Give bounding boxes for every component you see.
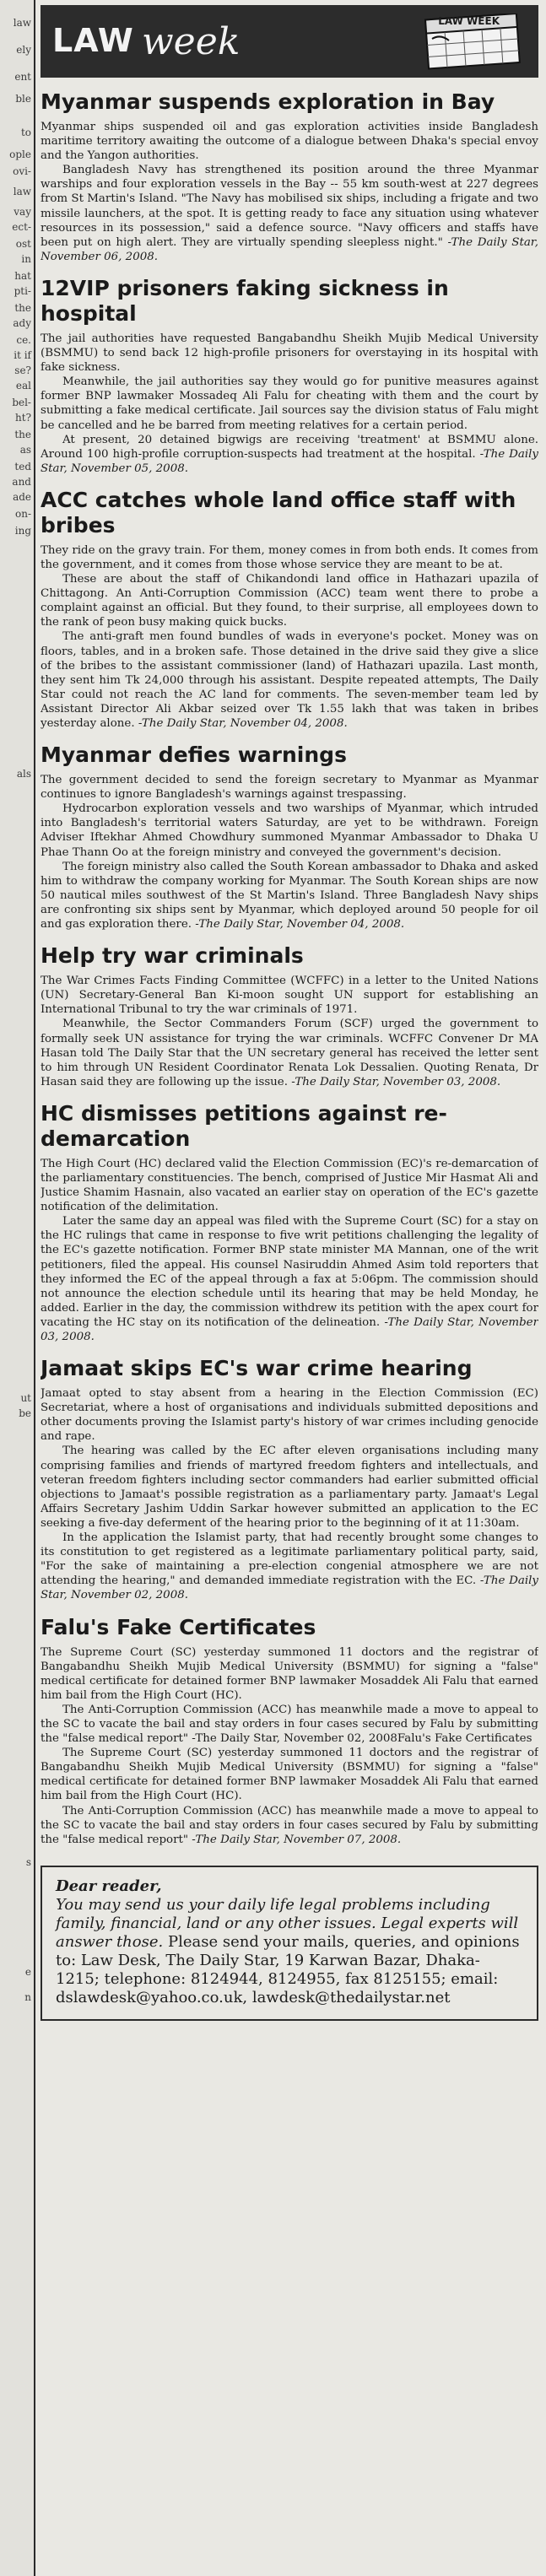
- article-paragraph: [41, 860, 538, 932]
- paragraph-text: The government decided to send the foreign secretary to Myanmar as Myanmar continues to ignore Bangladesh's warnings against trespassing.: [41, 774, 538, 802]
- article-paragraph: [41, 1386, 538, 1444]
- letter-salutation: Dear reader,: [56, 1877, 162, 1895]
- margin-fragment: ost: [15, 238, 31, 250]
- section-subtitle: week: [142, 20, 241, 63]
- margin-fragment: s: [25, 1856, 31, 1868]
- news-article: [41, 89, 538, 264]
- calendar-label: LAW WEEK: [438, 15, 500, 27]
- paragraph-text: Bangladesh Navy has strengthened its position around the three Myanmar warships and four exploration vessels in the Bay -- 55 km south-west at 227 degrees from St Martin's Island. "The Navy has mobilised six ships, including a frigate and two missile launchers, at the spot. It is getting ready to face any situation using whatever resources in its possession," said a defence source. "Navy officers and staffs have been put on high alert. They are virtually spending sleepless night.": [41, 164, 538, 249]
- law-week-page: [41, 0, 538, 2576]
- margin-fragment: law: [13, 17, 31, 29]
- paragraph-text: The Anti-Corruption Commission (ACC) has meanwhile made a move to appeal to the SC to vacate the bail and stay orders in four cases secured by Falu by submitting the "false medical report" -The Daily Star, November 02, 2008Falu's Fake Certificates: [41, 1703, 538, 1746]
- article-paragraph: [41, 1214, 538, 1344]
- article-paragraph: [41, 1746, 538, 1803]
- margin-fragment: ht?: [15, 412, 31, 424]
- article-headline: 12VIP prisoners faking sickness in hospital: [41, 275, 449, 326]
- paragraph-text: The anti-graft men found bundles of wads in everyone's pocket. Money was on floors, tables, and in a broken safe. Those detained in the drive said they give a slice of the bribes to the assistant commissioner (land) of Hathazari upazila. Last month, they sent him Tk 24,000 through his assistant. Despite repeated attempts, The Daily Star could not reach the AC land for comments. The seven-member team led by Assistant Director Ali Akbar seized over Tk 1.55 lakh that was taken in bribes yesterday alone.: [41, 630, 538, 730]
- margin-fragment: pti-: [14, 285, 31, 297]
- margin-fragment: ble: [15, 93, 31, 105]
- margin-fragment: the: [14, 302, 31, 314]
- margin-fragment: ovi-: [13, 165, 31, 177]
- section-title: LAW: [52, 22, 134, 59]
- margin-fragment: ect-: [12, 221, 31, 233]
- article-source: -The Daily Star, November 04, 2008.: [138, 717, 348, 730]
- article-source: -The Daily Star, November 07, 2008.: [192, 1833, 402, 1846]
- reader-letter-box: [41, 1866, 538, 2021]
- news-article: [41, 1356, 538, 1602]
- article-paragraph: [41, 1703, 538, 1746]
- article-headline: ACC catches whole land office staff with bribes: [41, 487, 516, 537]
- news-article: [41, 488, 538, 731]
- adjacent-column-fragments: [0, 0, 35, 2576]
- margin-fragment: ut: [20, 1392, 31, 1404]
- margin-fragment: it if: [14, 349, 31, 361]
- article-paragraph: [41, 120, 538, 163]
- article-paragraph: [41, 433, 538, 476]
- article-paragraph: [41, 974, 538, 1017]
- article-paragraph: [41, 1531, 538, 1602]
- news-article: [41, 1101, 538, 1344]
- article-source: -The Daily Star, November 03, 2008.: [291, 1075, 501, 1088]
- article-paragraph: [41, 163, 538, 264]
- article-headline: HC dismisses petitions against re-demarcation: [41, 1100, 447, 1151]
- margin-fragment: on-: [14, 508, 31, 520]
- paragraph-text: The Supreme Court (SC) yesterday summoned 11 doctors and the registrar of Bangabandhu Sheikh Mujib Medical University (BSMMU) for signing a "false" medical certificate for detained former BNP lawmaker Mosaddek Ali Falu that earned him bail from the High Court (HC).: [41, 1747, 538, 1803]
- paragraph-text: The jail authorities have requested Bangabandhu Sheikh Mujib Medical University (BSMMU) to send back 12 high-profile prisoners for overstaying in its hospital with fake sickness.: [41, 332, 538, 375]
- article-paragraph: [41, 629, 538, 731]
- article-paragraph: [41, 332, 538, 375]
- paragraph-text: The High Court (HC) declared valid the Election Commission (EC)'s re-demarcation of the parliamentary constituencies. The bench, comprised of Justice Mir Hasmat Ali and Justice Shamim Hasnain, also vacated an earlier stay on operation of the EC's gazette notification of the delimitation.: [41, 1157, 538, 1214]
- margin-fragment: als: [16, 768, 31, 780]
- margin-fragment: bel-: [12, 397, 31, 408]
- paragraph-text: The War Crimes Facts Finding Committee (WCFFC) in a letter to the United Nations (UN) Secretary-General Ban Ki-moon sought UN support for establishing an International Tribunal to try the war criminals of 1971.: [41, 975, 538, 1017]
- margin-fragment: e: [24, 1966, 31, 1978]
- margin-fragment: law: [13, 186, 31, 197]
- article-paragraph: [41, 1157, 538, 1214]
- news-article: [41, 943, 538, 1089]
- article-headline: Jamaat skips EC's war crime hearing: [41, 1356, 473, 1381]
- article-paragraph: [41, 1645, 538, 1703]
- margin-fragment: to: [20, 127, 31, 138]
- margin-fragment: and: [12, 476, 31, 488]
- margin-fragment: ely: [16, 44, 31, 56]
- margin-fragment: as: [19, 444, 31, 456]
- paragraph-text: The Supreme Court (SC) yesterday summoned 11 doctors and the registrar of Bangabandhu Sheikh Mujib Medical University (BSMMU) for signing a "false" medical certificate for detained former BNP lawmaker Mosaddek Ali Falu that earned him bail from the High Court (HC).: [41, 1645, 538, 1702]
- news-article: [41, 1615, 538, 1847]
- margin-fragment: in: [21, 253, 31, 265]
- article-source: -The Daily Star, November 05, 2008.: [41, 447, 538, 475]
- article-headline: Help try war criminals: [41, 943, 304, 969]
- paragraph-text: Meanwhile, the jail authorities say they would go for punitive measures against former BNP lawmaker Mossadeq Ali Falu for cheating with them and the court by submitting a fake medical certificate. Jail sources say the division status of Falu might be cancelled and he be barred from meeting relatives for a certain period.: [41, 375, 538, 432]
- paragraph-text: Meanwhile, the Sector Commanders Forum (SCF) urged the government to formally seek UN assistance for trying the war criminals. WCFFC Convener Dr MA Hasan told The Daily Star that the UN secretary general has received the letter sent to him through UN Resident Coordinator Renata Lok Dessalien. Quoting Renata, Dr Hasan said they are following up the issue.: [41, 1018, 538, 1088]
- article-paragraph: [41, 572, 538, 629]
- article-paragraph: [41, 1444, 538, 1531]
- paragraph-text: Jamaat opted to stay absent from a hearing in the Election Commission (EC) Secretariat, where a host of organisations and individuals submitted depositions and other documents proving the Islamist party's history of war crimes including genocide and rape.: [41, 1387, 538, 1444]
- paragraph-text: They ride on the gravy train. For them, money comes in from both ends. It comes from the government, and it comes from those whose service they are meant to be at.: [41, 543, 538, 571]
- news-article: [41, 743, 538, 932]
- paragraph-text: Myanmar ships suspended oil and gas exploration activities inside Bangladesh maritime territory awaiting the outcome of a dialogue between Dhaka's special envoy and the Yangon authorities.: [41, 121, 538, 163]
- article-paragraph: [41, 802, 538, 859]
- margin-fragment: eal: [15, 380, 31, 392]
- article-paragraph: [41, 1017, 538, 1088]
- article-paragraph: [41, 375, 538, 432]
- margin-fragment: ade: [13, 491, 31, 503]
- article-headline: Myanmar suspends exploration in Bay: [41, 89, 495, 114]
- paragraph-text: Hydrocarbon exploration vessels and two warships of Myanmar, which intruded into Bangladesh's territorial waters Saturday, are yet to be withdrawn. Foreign Adviser Iftekhar Ahmed Chowdhury summoned Myanmar Ambassador to Dhaka U Phae Thann Oo at the foreign ministry and conveyed the government's decision.: [41, 802, 538, 859]
- article-source: -The Daily Star, November 03, 2008.: [41, 1315, 538, 1343]
- article-source: -The Daily Star, November 04, 2008.: [195, 918, 405, 932]
- article-paragraph: [41, 1804, 538, 1847]
- section-banner: [41, 5, 538, 78]
- margin-fragment: n: [24, 1991, 31, 2003]
- letter-invitation: You may send us your daily life legal problems including family, financial, land or any other issues. Legal experts will answer those.: [56, 1895, 519, 1951]
- article-headline: Myanmar defies warnings: [41, 743, 347, 768]
- margin-fragment: be: [19, 1407, 31, 1419]
- news-article: [41, 276, 538, 476]
- paragraph-text: Later the same day an appeal was filed with the Supreme Court (SC) for a stay on the HC rulings that came in response to five writ petitions challenging the legality of the EC's gazette notification. Former BNP state minister MA Mannan, one of the writ petitioners, filed the appeal. His counsel Nasiruddin Ahmed Asim told reporters that they informed the EC of the appeal through a fax at 5:06pm. The commission should not announce the election schedule until its hearing that may be held Monday, he added. Earlier in the day, the commission withdrew its petition with the apex court for vacating the HC stay on its notification of the delineation.: [41, 1215, 538, 1329]
- paragraph-text: In the application the Islamist party, that had recently brought some changes to its constitution to get registered as a legitimate parliamentary political party, said, "For the sake of maintaining a pre-election congenial atmosphere we are not attending the hearing," and demanded immediate registration with the EC.: [41, 1531, 538, 1588]
- article-paragraph: [41, 543, 538, 572]
- margin-fragment: ing: [14, 525, 31, 537]
- paragraph-text: At present, 20 detained bigwigs are receiving 'treatment' at BSMMU alone. Around 100 high-profile corruption-suspects had treatment at the hospital.: [41, 433, 538, 461]
- margin-fragment: ople: [9, 149, 31, 160]
- paragraph-text: The Anti-Corruption Commission (ACC) has meanwhile made a move to appeal to the SC to vacate the bail and stay orders in four cases secured by Falu by submitting the "false medical report": [41, 1804, 538, 1846]
- margin-fragment: vay: [14, 206, 31, 218]
- margin-fragment: ady: [13, 317, 31, 329]
- paragraph-text: The hearing was called by the EC after eleven organisations including many comprising families and friends of martyred freedom fighters and intellectuals, and veteran freedom fighters including sector commanders had earlier submitted official objections to Jamaat's possible registration as a parliamentary party. Jamaat's Legal Affairs Secretary Jashim Uddin Sarkar however submitted an application to the EC seeking a five-day deferment of the hearing prior to the beginning of it at 11:30am.: [41, 1445, 538, 1530]
- margin-fragment: ted: [14, 461, 31, 473]
- articles-list: [41, 89, 538, 1847]
- margin-fragment: ent: [14, 71, 31, 83]
- article-paragraph: [41, 773, 538, 802]
- letter-contact-info: Please send your mails, queries, and opinions to: Law Desk, The Daily Star, 19 Karwan Bazar, Dhaka-1215; telephone: 8124944, 8124955, fax 8125155; email: dslawdesk@yahoo.co.uk, lawdesk@thedailystar.net: [56, 1932, 520, 2006]
- article-source: -The Daily Star, November 02, 2008.: [41, 1574, 538, 1602]
- margin-fragment: ce.: [16, 334, 31, 346]
- paragraph-text: These are about the staff of Chikandondi land office in Hathazari upazila of Chittagong. An Anti-Corruption Commission (ACC) team went there to probe a complaint against an official. But they found, to their surprise, all employees down to the rank of peon busy making quick bucks.: [41, 573, 538, 629]
- article-source: -The Daily Star, November 06, 2008.: [41, 235, 538, 263]
- margin-fragment: se?: [14, 365, 31, 376]
- margin-fragment: hat: [14, 270, 31, 282]
- article-headline: Falu's Fake Certificates: [41, 1614, 316, 1639]
- paragraph-text: The foreign ministry also called the South Korean ambassador to Dhaka and asked him to withdraw the company working for Myanmar. The South Korean ships are now 50 nautical miles southwest of the St Martin's Island. Three Bangladesh Navy ships are confronting six ships sent by Myanmar, which deployed around 50 people for oil and gas exploration there.: [41, 860, 538, 932]
- margin-fragment: the: [14, 429, 31, 440]
